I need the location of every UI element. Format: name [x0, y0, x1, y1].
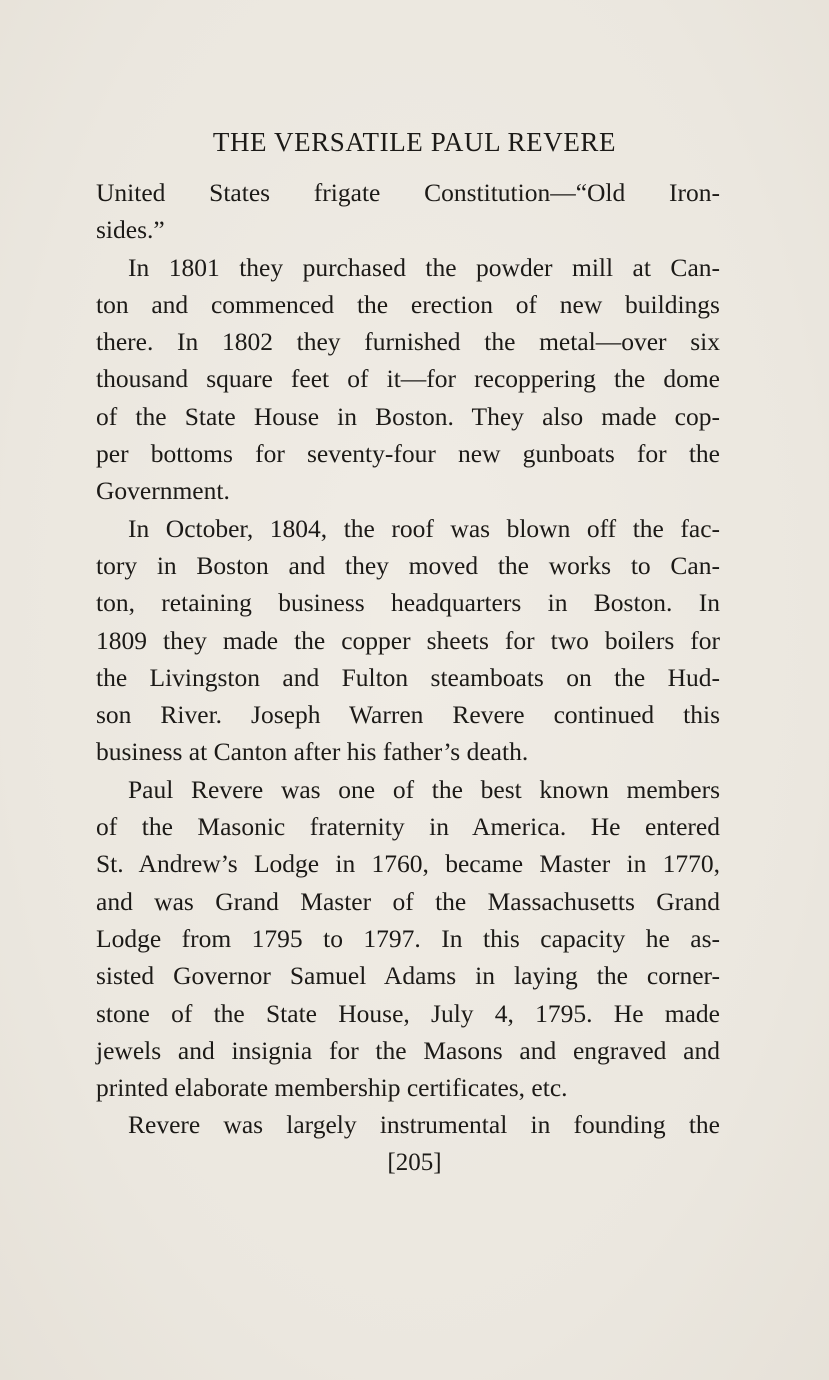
- text-line: there. In 1802 they furnished the metal—over six: [96, 327, 720, 357]
- text-line: stone of the State House, July 4, 1795. He made: [96, 998, 720, 1028]
- running-head: THE VERSATILE PAUL REVERE: [212, 127, 617, 157]
- text-line: of the Masonic fraternity in America. He entered: [96, 812, 720, 842]
- text-line: business at Canton after his father’s death.: [96, 737, 529, 767]
- text-line: per bottoms for seventy-four new gunboats for the: [96, 439, 720, 469]
- text-line: and was Grand Master of the Massachusetts Grand: [96, 886, 720, 916]
- text-line: of the State House in Boston. They also made cop-: [96, 401, 720, 431]
- text-line: ton, retaining business headquarters in Boston. In: [96, 588, 720, 618]
- text-line: ton and commenced the erection of new buildings: [96, 289, 720, 319]
- text-line: sisted Governor Samuel Adams in laying the corner-: [96, 961, 720, 991]
- text-line: 1809 they made the copper sheets for two boilers for: [96, 625, 720, 655]
- text-line: son River. Joseph Warren Revere continued this: [96, 700, 720, 730]
- body-text: [96, 174, 720, 1144]
- text-line: Revere was largely instrumental in founding the: [128, 1110, 720, 1140]
- text-line: Government.: [96, 476, 230, 506]
- page-number: [205]: [387, 1149, 442, 1176]
- text-line: tory in Boston and they moved the works to Can-: [96, 550, 720, 580]
- text-line: Lodge from 1795 to 1797. In this capacity he as-: [96, 923, 720, 953]
- text-line: sides.”: [96, 215, 165, 245]
- text-line: United States frigate Constitution—“Old Iron-: [96, 178, 720, 207]
- text-line: Paul Revere was one of the best known members: [128, 774, 720, 804]
- text-line: In October, 1804, the roof was blown off the fac-: [128, 513, 720, 543]
- text-line: St. Andrew’s Lodge in 1760, became Master in 1770,: [96, 849, 720, 879]
- text-line: thousand square feet of it—for recoppering the dome: [96, 364, 720, 394]
- text-line: In 1801 they purchased the powder mill at Can-: [128, 252, 720, 282]
- text-line: the Livingston and Fulton steamboats on the Hud-: [96, 662, 720, 692]
- text-line: jewels and insignia for the Masons and engraved and: [96, 1035, 720, 1065]
- text-line: printed elaborate membership certificates, etc.: [96, 1073, 568, 1103]
